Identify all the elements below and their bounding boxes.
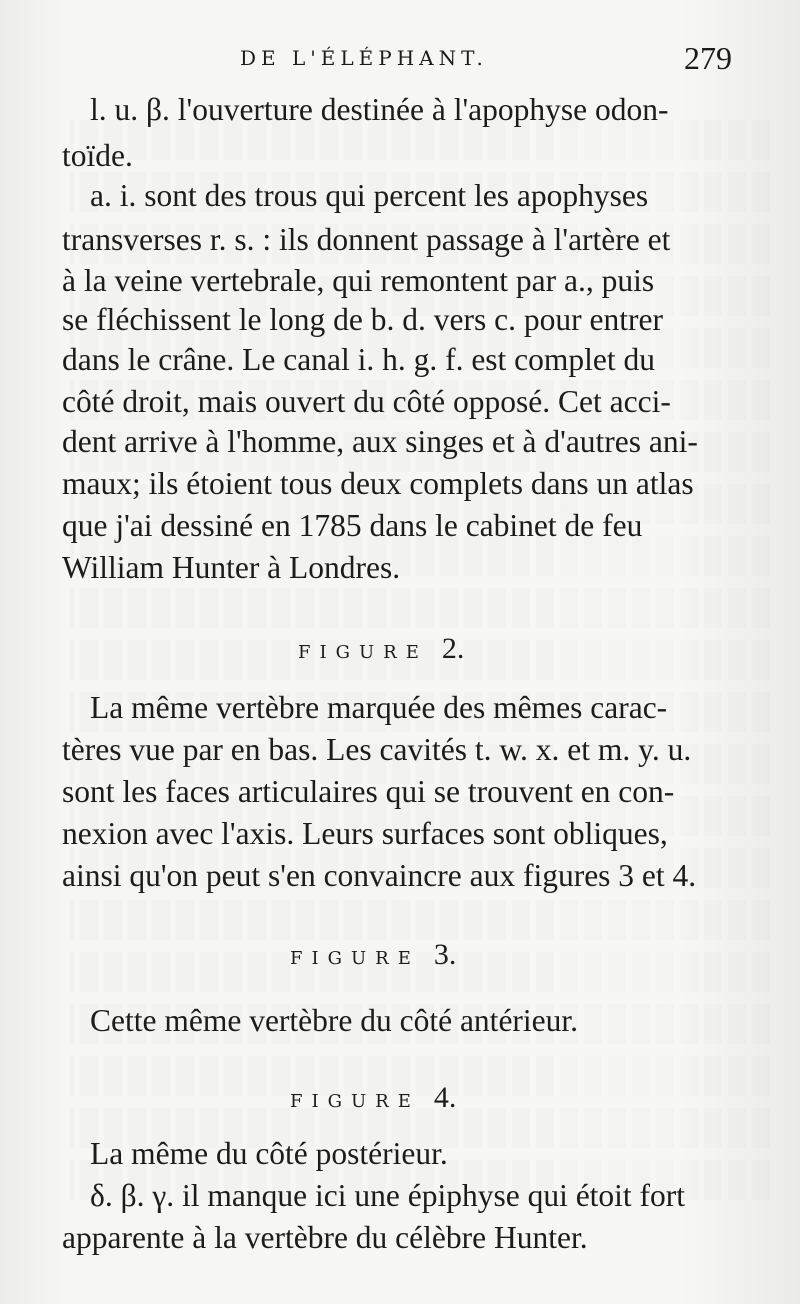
text-line: dans le crâne. Le canal i. h. g. f. est complet du <box>62 342 656 377</box>
text-line: toïde. <box>62 138 133 173</box>
text-line: que j'ai dessiné en 1785 dans le cabinet de feu <box>62 508 643 543</box>
text-line: se fléchissent le long de b. d. vers c. pour entrer <box>62 302 663 337</box>
text-line: à la veine vertebrale, qui remontent par a., puis <box>62 263 655 298</box>
figure-4-label: FIGURE <box>290 1091 420 1112</box>
text-line: Cette même vertèbre du côté antérieur. <box>90 1003 579 1038</box>
text-line: sont les faces articulaires qui se trouvent en con- <box>62 774 675 809</box>
figure-4-number: 4. <box>433 1081 457 1114</box>
figure-3-number: 3. <box>433 938 457 971</box>
text-line: dent arrive à l'homme, aux singes et à d'autres ani- <box>62 424 698 459</box>
figure-2-label: FIGURE <box>298 642 428 663</box>
figure-2-number: 2. <box>441 632 465 665</box>
text-line: nexion avec l'axis. Leurs surfaces sont obliques, <box>62 816 668 851</box>
text-line: maux; ils étoient tous deux complets dans un atlas <box>62 466 694 501</box>
text-line: côté droit, mais ouvert du côté opposé. Cet acci- <box>62 384 671 419</box>
figure-2-heading <box>298 632 464 666</box>
text-line: tères vue par en bas. Les cavités t. w. x. et m. y. u. <box>62 732 692 767</box>
text-line: apparente à la vertèbre du célèbre Hunter. <box>62 1220 588 1255</box>
text-line: δ. β. γ. il manque ici une épiphyse qui étoit fort <box>90 1178 686 1213</box>
running-head: DE L'ÉLÉPHANT. <box>240 46 488 70</box>
text-line: William Hunter à Londres. <box>62 550 401 585</box>
text-line: a. i. sont des trous qui percent les apophyses <box>90 178 649 213</box>
text-line: transverses r. s. : ils donnent passage à l'artère et <box>62 222 671 257</box>
figure-4-heading <box>290 1081 456 1115</box>
figure-3-label: FIGURE <box>290 948 420 969</box>
page-number: 279 <box>684 40 732 76</box>
text-line: La même du côté postérieur. <box>90 1136 448 1171</box>
figure-3-heading <box>290 938 456 972</box>
text-line: l. u. β. l'ouverture destinée à l'apophyse odon- <box>90 92 669 127</box>
text-line: La même vertèbre marquée des mêmes carac- <box>90 690 668 725</box>
text-line: ainsi qu'on peut s'en convaincre aux figures 3 et 4. <box>62 858 697 893</box>
